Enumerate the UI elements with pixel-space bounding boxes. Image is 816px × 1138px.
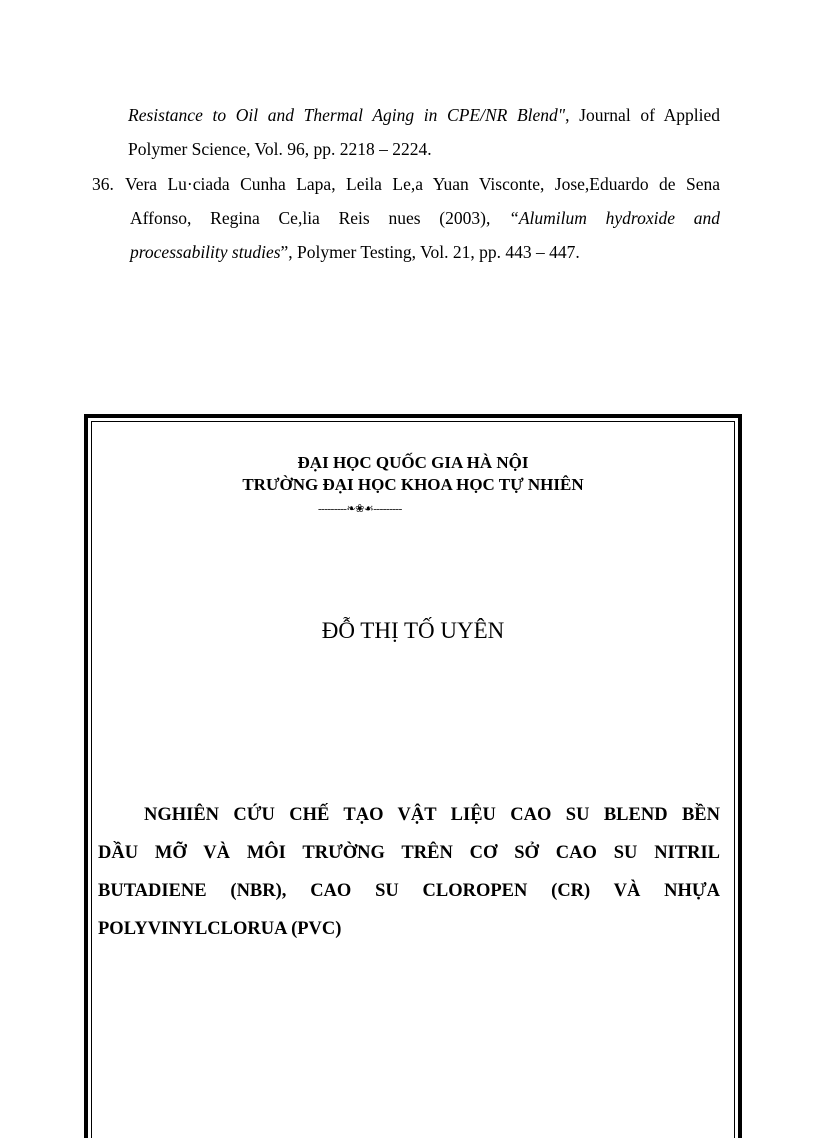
reference-35-journal: , Journal of Applied (565, 105, 720, 125)
university-name: ĐẠI HỌC QUỐC GIA HÀ NỘI (297, 453, 529, 472)
school-name: TRƯỜNG ĐẠI HỌC KHOA HỌC TỰ NHIÊN (242, 475, 584, 494)
thesis-title-line-1: NGHIÊN CỨU CHẾ TẠO VẬT LIỆU CAO SU BLEND BỀN (144, 805, 720, 825)
cover-page-inner-frame (91, 421, 735, 1138)
cover-page-frame (84, 414, 742, 1138)
reference-36-details: ”, Polymer Testing, Vol. 21, pp. 443 – 447. (280, 242, 580, 262)
reference-36-authors-line-1: Vera Lu·ciada Cunha Lapa, Leila Le,a Yuan Visconte, Jose,Eduardo de Sena (125, 174, 720, 194)
reference-36-title-2: processability studies (130, 242, 281, 262)
reference-36-authors-2: Affonso, Regina Ce,lia Reis nues (2003), (130, 208, 491, 228)
reference-35-details: Polymer Science, Vol. 96, pp. 2218 – 2224. (128, 139, 432, 159)
thesis-title-line-4: POLYVINYLCLORUA (PVC) (98, 919, 342, 939)
author-name: ĐỖ THỊ TỐ UYÊN (321, 618, 505, 643)
thesis-title-line-2: DẦU MỠ VÀ MÔI TRƯỜNG TRÊN CƠ SỞ CAO SU NITRIL (98, 843, 720, 863)
thesis-title-line-3: BUTADIENE (NBR), CAO SU CLOROPEN (CR) VÀ NHỰA (98, 881, 720, 901)
reference-35-title: Resistance to Oil and Thermal Aging in CPE/NR Blend" (128, 105, 566, 125)
reference-36-number: 36. (92, 174, 114, 194)
reference-36-line-2 (130, 201, 720, 235)
reference-35-line-1 (128, 98, 720, 132)
reference-36-title-1: “Alumilum hydroxide and (509, 208, 720, 228)
thesis-title (98, 796, 720, 948)
reference-36-line-3 (130, 235, 580, 269)
ornament-divider: ---------❧❀☙--------- (318, 503, 402, 515)
